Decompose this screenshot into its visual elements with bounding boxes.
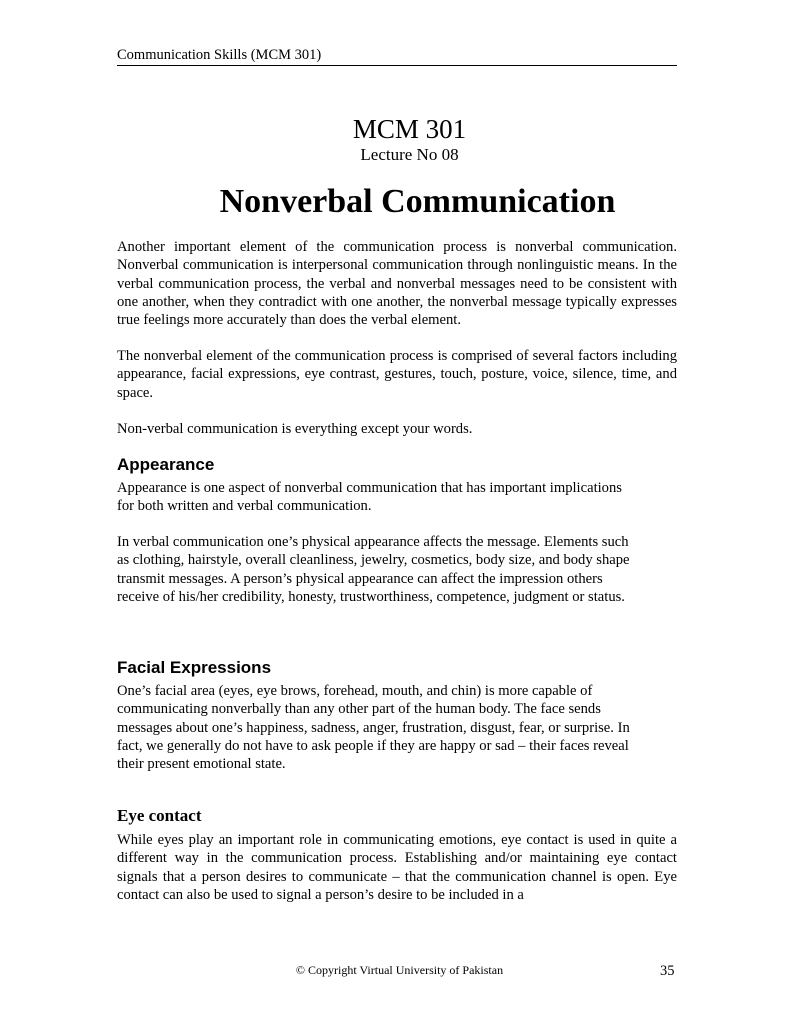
appearance-p2-line-2: as clothing, hairstyle, overall cleanliness, jewelry, cosmetics, body size, and body shape (117, 552, 630, 569)
heading-appearance: Appearance (117, 455, 215, 474)
footer-copyright: © Copyright Virtual University of Pakistan (295, 963, 504, 977)
intro-paragraph-2: The nonverbal element of the communication process is comprised of several factors including appearance, facial expressions, eye contrast, gestures, touch, posture, voice, silence, time, and space. (117, 348, 677, 401)
eye-contact-paragraph: While eyes play an important role in communicating emotions, eye contact is used in quite a different way in the communication process. Establishing and/or maintaining eye contact signals that a person desires to communicate – that the communication channel is open. Eye contact can also be used to signal a person’s desire to be included in a (117, 832, 677, 903)
facial-line-1: One’s facial area (eyes, eye brows, forehead, mouth, and chin) is more capable of (117, 683, 593, 699)
page-number: 35 (660, 963, 675, 979)
appearance-p2-line-3: transmit messages. A person’s physical appearance can affect the impression others (117, 570, 603, 587)
appearance-paragraph-2 (117, 533, 677, 606)
lecture-number: Lecture No 08 (360, 145, 459, 164)
heading-eye-contact: Eye contact (117, 806, 202, 825)
facial-line-3: messages about one’s happiness, sadness, anger, frustration, disgust, fear, or surprise. In (117, 719, 630, 736)
appearance-p1-line-2: for both written and verbal communication. (117, 498, 372, 515)
facial-expressions-paragraph (117, 682, 677, 773)
intro-paragraph-3: Non-verbal communication is everything except your words. (117, 421, 473, 437)
appearance-p1-line-1: Appearance is one aspect of nonverbal communication that has important implications (117, 480, 622, 496)
page-title: Nonverbal Communication (219, 183, 616, 220)
appearance-paragraph-1 (117, 479, 677, 516)
running-header: Communication Skills (MCM 301) (117, 46, 677, 66)
appearance-p2-line-4: receive of his/her credibility, honesty, trustworthiness, competence, judgment or status. (117, 588, 625, 605)
heading-facial-expressions: Facial Expressions (117, 658, 272, 677)
facial-line-4: fact, we generally do not have to ask people if they are happy or sad – their faces reveal (117, 737, 629, 754)
facial-line-2: communicating nonverbally than any other part of the human body. The face sends (117, 701, 601, 718)
intro-paragraph-1: Another important element of the communication process is nonverbal communication. Nonverbal communication is interpersonal communication through nonlinguistic means. In the verbal communication process, the verbal and nonverbal messages need to be consistent with one another, when they contradict with one another, the nonverbal message typically expresses true feelings more accurately than does the verbal element. (117, 239, 677, 329)
course-code: MCM 301 (352, 114, 467, 144)
appearance-p2-line-1: In verbal communication one’s physical appearance affects the message. Elements such (117, 534, 629, 550)
facial-line-5: their present emotional state. (117, 756, 286, 773)
